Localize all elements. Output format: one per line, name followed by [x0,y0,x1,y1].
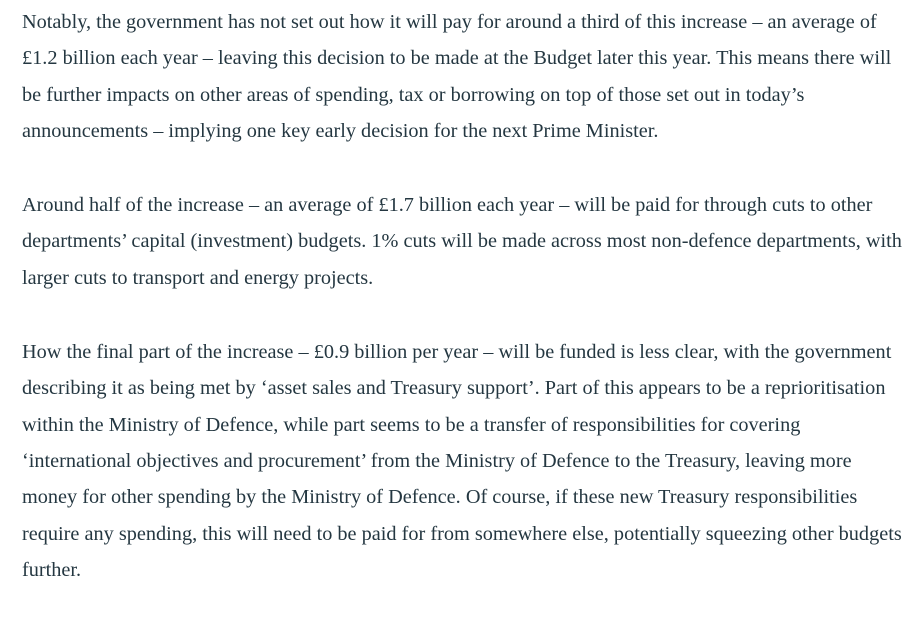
paragraph-capital-cuts: Around half of the increase – an average of £1.7 billion each year – will be paid for through cuts to other departments’ capital (investment) budgets. 1% cuts will be made across most non-defence departments, with larger cuts to transport and energy projects. [22,194,902,289]
article-body [22,4,910,588]
paragraph-funding-gap: Notably, the government has not set out how it will pay for around a third of this increase – an average of £1.2 billion each year – leaving this decision to be made at the Budget later this year. This means there will be further impacts on other areas of spending, tax or borrowing on top of those set out in today’s announcements – implying one key early decision for the next Prime Minister. [22,11,892,142]
paragraph-final-part: How the final part of the increase – £0.9 billion per year – will be funded is less clear, with the government describing it as being met by ‘asset sales and Treasury support’. Part of this appears to be a reprioritisation within the Ministry of Defence, while part seems to be a transfer of responsibilities for covering ‘international objectives and procurement’ from the Ministry of Defence to the Treasury, leaving more money for other spending by the Ministry of Defence. Of course, if these new Treasury responsibilities require any spending, this will need to be paid for from somewhere else, potentially squeezing other budgets further. [22,341,902,581]
